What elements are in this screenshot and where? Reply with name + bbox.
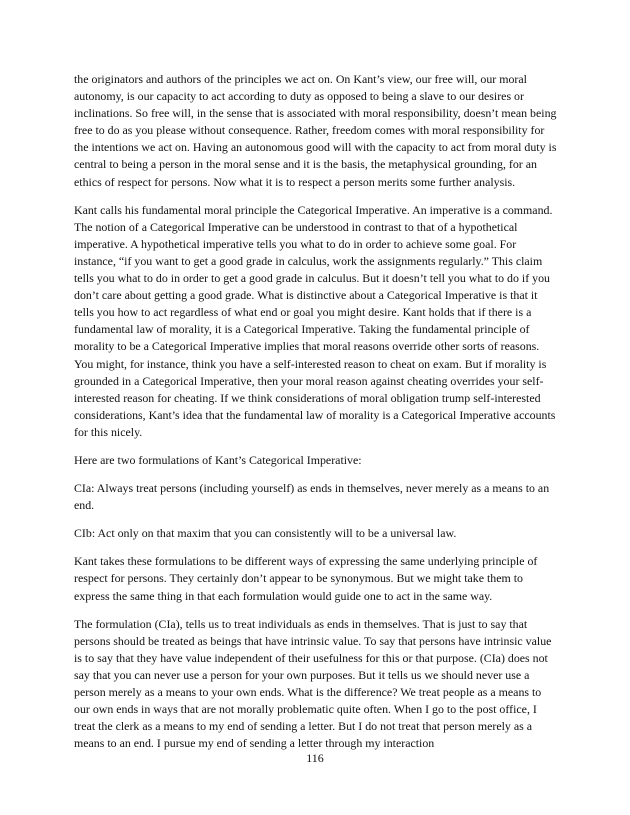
paragraph-formulations-equivalence: Kant takes these formulations to be different ways of expressing the same underlying principle of respect for persons. They certainly don’t appear to be synonymous. But we might take them to express the same thing in that each formulation would guide one to act in the same way. — [74, 554, 538, 603]
paragraph-cia-explained: The formulation (CIa), tells us to treat individuals as ends in themselves. That is just to say that persons should be treated as beings that have intrinsic value. To say that persons have intrinsic value is to say that they have value independent of their usefulness for this or that purpose. (CIa) does not say that you can never use a person for your own purposes. But it tells us we should never use a person merely as a means to your own ends. What is the difference? We treat people as a means to our own ends in ways that are not morally problematic quite often. When I go to the post office, I treat the clerk as a means to my end of sending a letter. But I do not treat that person merely as a means to an end. I pursue my end of sending a letter through my interaction — [74, 616, 552, 751]
paragraph-formulations-intro: Here are two formulations of Kant’s Categorical Imperative: — [74, 452, 362, 467]
page-body — [74, 71, 558, 763]
paragraph-categorical-imperative: Kant calls his fundamental moral principle the Categorical Imperative. An imperative is a command. The notion of a Categorical Imperative can be understood in contrast to that of a hypothetical imperative. A hypothetical imperative tells you what to do in order to achieve some goal. For instance, “if you want to get a good grade in calculus, work the assignments regularly.” This claim tells you what to do in order to get a good grade in calculus. But it doesn’t tell you what to do if you don’t care about getting a good grade. What is distinctive about a Categorical Imperative is that it tells you how to act regardless of what end or goal you might desire. Kant holds that if there is a fundamental law of morality, it is a Categorical Imperative. Taking the fundamental principle of morality to be a Categorical Imperative implies that moral reasons override other sorts of reasons. You might, for instance, think you have a self-interested reason to cheat on exam. But if morality is grounded in a Categorical Imperative, then your moral reason against cheating overrides your self-interested reason for cheating. If we think considerations of moral obligation trump self-interested considerations, Kant’s idea that the fundamental law of morality is a Categorical Imperative accounts for this nicely. — [74, 202, 556, 439]
paragraph-cia: CIa: Always treat persons (including yourself) as ends in themselves, never merely as a means to an end. — [74, 481, 550, 513]
paragraph-cib: CIb: Act only on that maxim that you can consistently will to be a universal law. — [74, 526, 457, 541]
paragraph-free-will: the originators and authors of the principles we act on. On Kant’s view, our free will, our moral autonomy, is our capacity to act according to duty as opposed to being a slave to our desires or inclinations. So free will, in the sense that is associated with moral responsibility, doesn’t mean being free to do as you please without consequence. Rather, freedom comes with moral responsibility for the intentions we act on. Having an autonomous good will with the capacity to act from moral duty is central to being a person in the moral sense and it is the basis, the metaphysical grounding, for an ethics of respect for persons. Now what it is to respect a person merits some further analysis. — [74, 72, 557, 189]
page-number: 116 — [306, 751, 324, 765]
